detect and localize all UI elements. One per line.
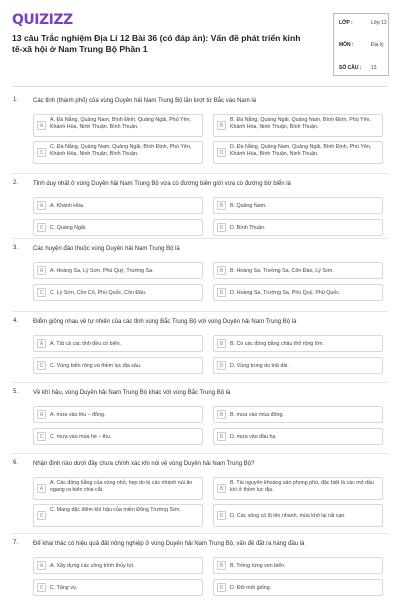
count-value: 13 xyxy=(371,65,377,71)
quizizz-logo: QUIZIZZ xyxy=(12,12,73,28)
option-letter-badge: A xyxy=(37,410,46,419)
option-c[interactable] xyxy=(33,284,203,301)
option-d[interactable] xyxy=(213,219,383,236)
option-letter-badge: D xyxy=(217,432,226,441)
option-letter-badge: B xyxy=(217,266,226,275)
option-c[interactable] xyxy=(33,504,203,527)
header-divider xyxy=(12,86,388,87)
option-letter-badge: D xyxy=(217,361,226,370)
option-c[interactable] xyxy=(33,428,203,445)
question-number: 3. xyxy=(13,245,19,251)
option-text: A. Đà Nẵng, Quảng Nam, Bình Định, Quảng Ngãi, Phú Yên, Khánh Hòa, Ninh Thuận, Bình Thuận. xyxy=(50,117,191,130)
option-text: A. Xây dựng các công trình thủy lợi. xyxy=(50,563,135,569)
worksheet-title: 13 câu Trắc nghiệm Địa Lí 12 Bài 36 (có đáp án): Vấn đề phát triển kinh tế-xã hội ở Nam Trung Bộ Phần 1 xyxy=(12,33,301,54)
option-letter-badge: A xyxy=(37,201,46,210)
option-text: D. Đổi mới giống. xyxy=(230,585,272,591)
question-number: 6. xyxy=(13,460,19,466)
option-d[interactable] xyxy=(213,357,383,374)
question-text: Điểm giống nhau về tự nhiên của các tỉnh vùng Bắc Trung Bộ với vùng Duyên hải Nam Trung Bộ là xyxy=(33,319,297,325)
question-text: Tỉnh duy nhất ở vùng Duyên hải Nam Trung Bộ vừa có đường biên giới vừa có đường bờ biển là xyxy=(33,181,291,187)
option-letter-badge: B xyxy=(217,484,226,493)
worksheet-header xyxy=(0,0,400,82)
option-b[interactable] xyxy=(213,114,383,137)
question-text: Để khai thác có hiệu quả đất nông nghiệp ở vùng Duyên hải Nam Trung Bộ, vấn đề đặt ra hàng đầu là xyxy=(33,541,305,547)
meta-box xyxy=(333,13,389,76)
option-a[interactable] xyxy=(33,114,203,137)
option-text: A. Khánh Hòa. xyxy=(50,203,85,209)
subject-label: MÔN : xyxy=(339,42,354,48)
option-a[interactable] xyxy=(33,477,203,500)
question-number: 7. xyxy=(13,540,19,546)
option-b[interactable] xyxy=(213,197,383,214)
option-text: D. Các sông có lũ lên nhanh, mùa khô lại rất cạn. xyxy=(230,513,346,519)
option-d[interactable] xyxy=(213,141,383,164)
option-text: A. Tất cả các tỉnh đều có biển. xyxy=(50,341,122,347)
option-text: C. Tăng vụ. xyxy=(50,585,78,591)
option-text: A. mưa vào thu – đông. xyxy=(50,412,106,418)
option-letter-badge: B xyxy=(217,201,226,210)
option-text: D. Đà Nẵng, Quảng Nam, Quảng Ngãi, Bình Định, Phú Yên, Khánh Hòa, Bình Thuận, Ninh Thuận. xyxy=(230,144,372,157)
class-label: LỚP : xyxy=(339,20,353,26)
option-text: C. Mang đặc điểm khí hậu của miền Đông Trường Sơn. xyxy=(50,507,181,513)
option-letter-badge: C xyxy=(37,361,46,370)
question-number: 5. xyxy=(13,389,19,395)
option-text: B. Có các đồng bằng châu thổ rộng lớn. xyxy=(230,341,324,347)
question-divider xyxy=(12,453,388,454)
question-number: 4. xyxy=(13,318,19,324)
question-divider xyxy=(12,311,388,312)
option-b[interactable] xyxy=(213,477,383,500)
option-text: C. mưa vào mùa hè – thu. xyxy=(50,434,112,440)
option-text: A. Hoàng Sa, Lý Sơn, Phú Quý, Trường Sa. xyxy=(50,268,154,274)
option-letter-badge: D xyxy=(217,288,226,297)
option-letter-badge: C xyxy=(37,223,46,232)
option-c[interactable] xyxy=(33,579,203,596)
option-text: C. Quảng Ngãi. xyxy=(50,225,87,231)
option-text: D. Hoàng Sa, Trường Sa, Phú Quý, Phú Quốc. xyxy=(230,290,341,296)
option-letter-badge: A xyxy=(37,339,46,348)
question-number: 1. xyxy=(13,97,19,103)
option-text: C. Lý Sơn, Cồn Cỏ, Phú Quốc, Côn Đảo. xyxy=(50,290,147,296)
option-letter-badge: D xyxy=(217,223,226,232)
option-letter-badge: C xyxy=(37,583,46,592)
question-text: Về khí hậu, vùng Duyên hải Nam Trung Bộ khác với vùng Bắc Trung Bộ là xyxy=(33,390,231,396)
option-letter-badge: D xyxy=(217,148,226,157)
option-letter-badge: A xyxy=(37,484,46,493)
option-a[interactable] xyxy=(33,406,203,423)
option-a[interactable] xyxy=(33,335,203,352)
question-divider xyxy=(12,238,388,239)
option-text: B. Trồng rừng ven biển. xyxy=(230,563,286,569)
option-text: B. mưa vào mùa đông. xyxy=(230,412,284,418)
option-text: D. Bình Thuận. xyxy=(230,225,266,231)
option-text: B. Quảng Nam. xyxy=(230,203,267,209)
option-c[interactable] xyxy=(33,219,203,236)
option-text: A. Các đồng bằng của vùng nhỏ, hẹp do bị các nhánh núi ăn ngang ra biển chia cắt. xyxy=(50,480,193,493)
option-letter-badge: A xyxy=(37,266,46,275)
question-divider xyxy=(12,533,388,534)
option-a[interactable] xyxy=(33,197,203,214)
question-divider xyxy=(12,173,388,174)
option-b[interactable] xyxy=(213,262,383,279)
subject-value: Địa lý xyxy=(371,42,384,48)
option-d[interactable] xyxy=(213,504,383,527)
option-b[interactable] xyxy=(213,335,383,352)
option-letter-badge: B xyxy=(217,561,226,570)
option-b[interactable] xyxy=(213,557,383,574)
option-letter-badge: C xyxy=(37,288,46,297)
option-text: D. mưa vào đầu hạ. xyxy=(230,434,277,440)
option-letter-badge: B xyxy=(217,410,226,419)
class-value: Lớp 12 xyxy=(371,20,387,26)
option-letter-badge: D xyxy=(217,511,226,520)
option-d[interactable] xyxy=(213,428,383,445)
option-letter-badge: A xyxy=(37,121,46,130)
question-text: Các huyện đảo thuộc vùng Duyên hải Nam Trung Bộ là xyxy=(33,246,180,252)
count-label: SỐ CÂU : xyxy=(339,65,362,71)
option-text: B. Đà Nẵng, Quảng Ngãi, Quảng Nam, Bình Định, Phú Yên, Khánh Hòa, Ninh Thuận, Bình Thuận. xyxy=(230,117,371,130)
question-number: 2. xyxy=(13,180,19,186)
question-divider xyxy=(12,382,388,383)
option-b[interactable] xyxy=(213,406,383,423)
option-c[interactable] xyxy=(33,141,203,164)
option-d[interactable] xyxy=(213,579,383,596)
option-a[interactable] xyxy=(33,262,203,279)
option-letter-badge: D xyxy=(217,583,226,592)
option-text: C. Đà Nẵng, Quảng Nam, Quảng Ngãi, Bình Định, Phú Yên, Khánh Hòa, Ninh Thuận, Bình Thuận. xyxy=(50,144,192,157)
option-text: C. Vùng biển rộng và thềm lục địa sâu. xyxy=(50,363,142,369)
question-text: Các tỉnh (thành phố) của vùng Duyên hải Nam Trung Bộ lần lượt từ Bắc vào Nam là xyxy=(33,98,257,104)
option-text: B. Hoàng Sa, Trường Sa, Côn Đảo, Lý Sơn. xyxy=(230,268,334,274)
option-letter-badge: C xyxy=(37,432,46,441)
option-text: D. Vùng trung du trải dài. xyxy=(230,363,289,369)
option-c[interactable] xyxy=(33,357,203,374)
option-letter-badge: C xyxy=(37,148,46,157)
option-d[interactable] xyxy=(213,284,383,301)
option-letter-badge: C xyxy=(37,511,46,520)
option-text: B. Tài nguyên khoáng sản phong phú, đặc biệt là các mỏ dầu khí ở thềm lục địa. xyxy=(230,480,374,493)
question-text: Nhận định nào dưới đây chưa chính xác khi nói về vùng Duyên hải Nam Trung Bộ? xyxy=(33,461,255,467)
option-a[interactable] xyxy=(33,557,203,574)
option-letter-badge: A xyxy=(37,561,46,570)
option-letter-badge: B xyxy=(217,339,226,348)
option-letter-badge: B xyxy=(217,121,226,130)
